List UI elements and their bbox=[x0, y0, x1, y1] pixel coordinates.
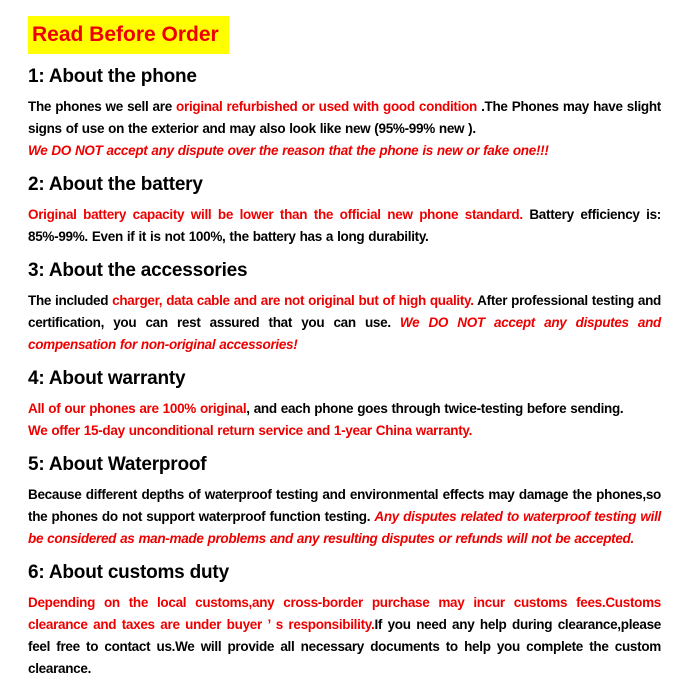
text-run: charger, data cable and are not original but of high quality. bbox=[112, 293, 474, 308]
text-run: Original battery capacity will be lower than the official new phone standard. bbox=[28, 207, 523, 222]
section-1-paragraph-1 bbox=[28, 96, 661, 140]
section-6-paragraph-1 bbox=[28, 592, 661, 680]
page-title bbox=[28, 16, 229, 54]
section-heading-4: 4: About warranty bbox=[28, 368, 186, 389]
text-run: original refurbished or used with good condition bbox=[176, 99, 482, 114]
text-run: Depending on the local customs,any cross-border purchase may incur customs fees.Customs clearance and taxes are under buyer ’ s responsibility. bbox=[28, 595, 661, 632]
section-heading-5: 5: About Waterproof bbox=[28, 454, 207, 475]
section-3-paragraph-1 bbox=[28, 290, 661, 356]
text-run: Any disputes related to waterproof testing will be considered as man-made problems and any resulting disputes or refunds will not be accepted. bbox=[28, 509, 661, 546]
text-run: The phones we sell are bbox=[28, 99, 177, 114]
text-run: All of our phones are 100% original bbox=[28, 401, 247, 416]
page-title-text: Read Before Order bbox=[32, 23, 219, 46]
text-run: We DO NOT accept any dispute over the reason that the phone is new or fake one!!! bbox=[28, 143, 549, 158]
text-run: , and each phone goes through twice-testing before sending. bbox=[246, 401, 624, 416]
text-run: The included bbox=[28, 293, 113, 308]
section-4-paragraph-1 bbox=[28, 398, 661, 420]
section-5-paragraph-1 bbox=[28, 484, 661, 550]
section-heading-2: 2: About the battery bbox=[28, 174, 203, 195]
section-1-paragraph-2 bbox=[28, 140, 661, 162]
text-run: We offer 15-day unconditional return service and 1-year China warranty. bbox=[28, 423, 473, 438]
text-run: Battery efficiency is: 85%-99%. Even if it is not 100%, the battery has a long durability. bbox=[28, 207, 662, 244]
text-run: If you need any help during clearance,please feel free to contact us.We will provide all necessary documents to help you complete the custom clearance. bbox=[28, 617, 661, 676]
text-run: After professional testing and certification, you can rest assured that you can use. bbox=[28, 293, 661, 330]
sections-container bbox=[28, 63, 661, 680]
section-heading-6: 6: About customs duty bbox=[28, 562, 229, 583]
text-run: Because different depths of waterproof testing and environmental effects may damage the phones,so the phones do not support waterproof function testing. bbox=[28, 487, 661, 524]
section-heading-1: 1: About the phone bbox=[28, 66, 197, 87]
section-4-paragraph-2 bbox=[28, 420, 661, 442]
section-2-paragraph-1 bbox=[28, 204, 661, 248]
text-run: We DO NOT accept any disputes and compensation for non-original accessories! bbox=[28, 315, 662, 352]
text-run: .The Phones may have slight signs of use on the exterior and may also look like new (95%-99% new ). bbox=[28, 99, 662, 136]
section-heading-3: 3: About the accessories bbox=[28, 260, 248, 281]
